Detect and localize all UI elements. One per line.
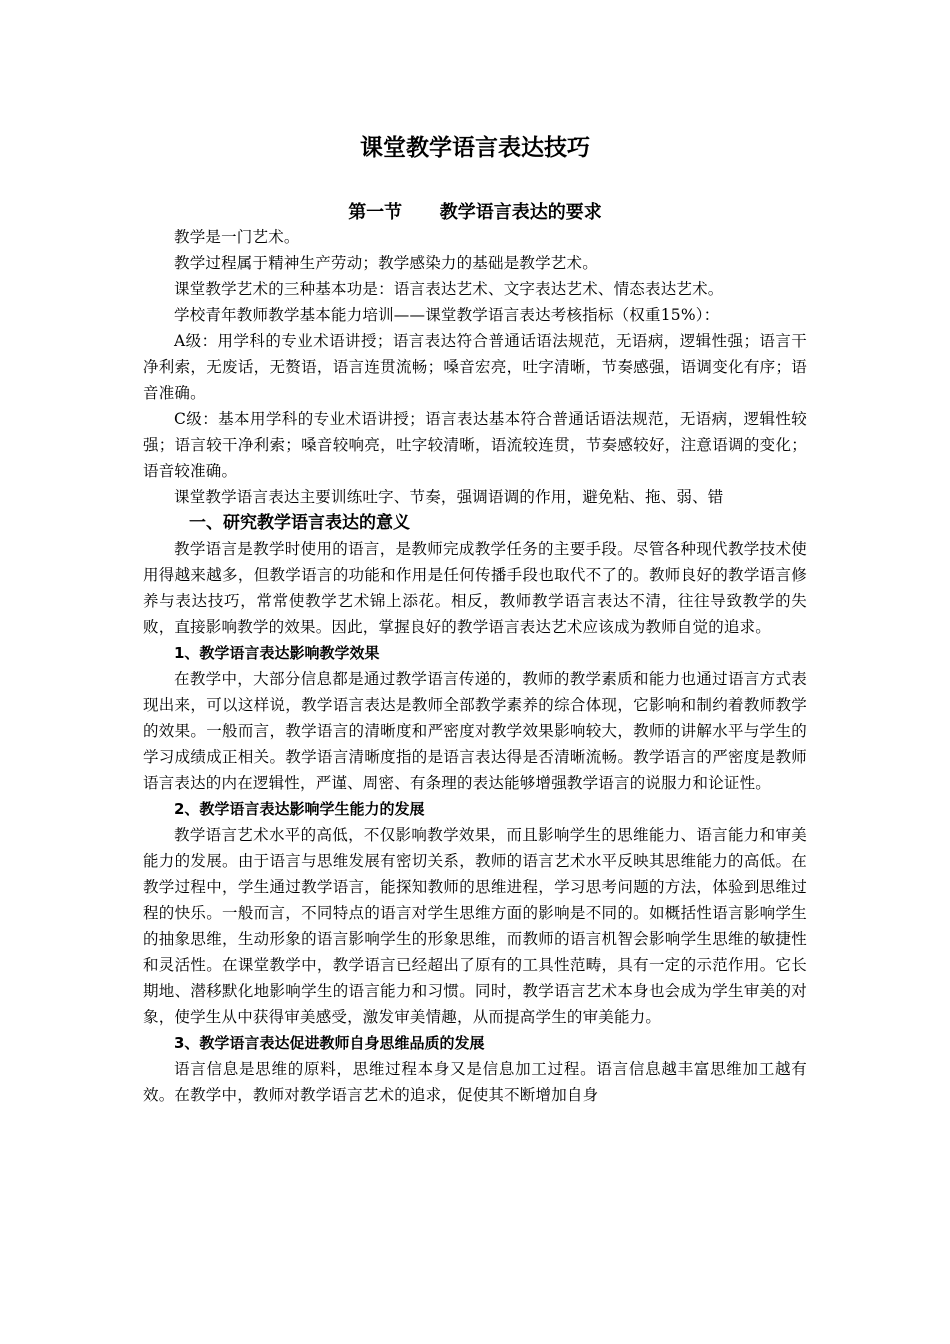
document-title: 课堂教学语言表达技巧 <box>360 135 590 161</box>
paragraph: 教学是一门艺术。 <box>174 228 300 246</box>
section-title: 第一节 教学语言表达的要求 <box>348 202 602 223</box>
paragraph: 在教学中，大部分信息都是通过教学语言传递的，教师的教学素质和能力也通过语言方式表现出来，可以这样说，教学语言表达是教师全部教学素养的综合体现，它影响和制约着教师教学的效果。一般而言，教学语言的清晰度和严密度对教学效果影响较大，教师的讲解水平与学生的学习成绩成正相关。教学语言清晰度指的是语言表达得是否清晰流畅。教学语言的严密度是教师语言表达的内在逻辑性，严谨、周密、有条理的表达能够增强教学语言的说服力和论证性。 <box>143 670 807 792</box>
document-body <box>143 224 807 1108</box>
paragraph-grade-a: A级：用学科的专业术语讲授；语言表达符合普通话语法规范，无语病，逻辑性强；语言干净利索，无废话，无赘语，语言连贯流畅；嗓音宏亮，吐字清晰，节奏感强，语调变化有序；语音准确。 <box>143 332 807 402</box>
paragraph: 教学语言艺术水平的高低，不仅影响教学效果，而且影响学生的思维能力、语言能力和审美能力的发展。由于语言与思维发展有密切关系，教师的语言艺术水平反映其思维能力的高低。在教学过程中，学生通过教学语言，能探知教师的思维进程，学习思考问题的方法，体验到思维过程的快乐。一般而言，不同特点的语言对学生思维方面的影响是不同的。如概括性语言影响学生的抽象思维，生动形象的语言影响学生的形象思维，而教师的语言机智会影响学生思维的敏捷性和灵活性。在课堂教学中，教学语言已经超出了原有的工具性范畴，具有一定的示范作用。它长期地、潜移默化地影响学生的语言能力和习惯。同时，教学语言艺术本身也会成为学生审美的对象，使学生从中获得审美感受，激发审美情趣，从而提高学生的审美能力。 <box>143 826 807 1026</box>
paragraph: 语言信息是思维的原料，思维过程本身又是信息加工过程。语言信息越丰富思维加工越有效。在教学中，教师对教学语言艺术的追求，促使其不断增加自身 <box>143 1060 807 1104</box>
paragraph: 课堂教学艺术的三种基本功是：语言表达艺术、文字表达艺术、情态表达艺术。 <box>174 280 724 298</box>
paragraph: 教学过程属于精神生产劳动；教学感染力的基础是教学艺术。 <box>174 254 598 272</box>
paragraph: 教学语言是教学时使用的语言，是教师完成教学任务的主要手段。尽管各种现代教学技术使用得越来越多，但教学语言的功能和作用是任何传播手段也取代不了的。教师良好的教学语言修养与表达技巧，常常使教学艺术锦上添花。相反，教师教学语言表达不清，往往导致教学的失败，直接影响教学的效果。因此，掌握良好的教学语言表达艺术应该成为教师自觉的追求。 <box>143 540 807 636</box>
heading-significance: 一、研究教学语言表达的意义 <box>189 513 410 533</box>
paragraph: 学校青年教师教学基本能力培训——课堂教学语言表达考核指标（权重15%）： <box>174 306 720 324</box>
subsection-heading: 1、教学语言表达影响教学效果 <box>174 644 380 662</box>
paragraph-grade-c: C级：基本用学科的专业术语讲授；语言表达基本符合普通话语法规范，无语病，逻辑性较强；语言较干净利索；嗓音较响亮，吐字较清晰，语流较连贯，节奏感较好，注意语调的变化；语音较准确。 <box>143 410 807 480</box>
subsection-heading: 3、教学语言表达促进教师自身思维品质的发展 <box>174 1034 485 1052</box>
subsection-heading: 2、教学语言表达影响学生能力的发展 <box>174 800 425 818</box>
paragraph: 课堂教学语言表达主要训练吐字、节奏，强调语调的作用，避免粘、拖、弱、错 <box>174 488 724 506</box>
